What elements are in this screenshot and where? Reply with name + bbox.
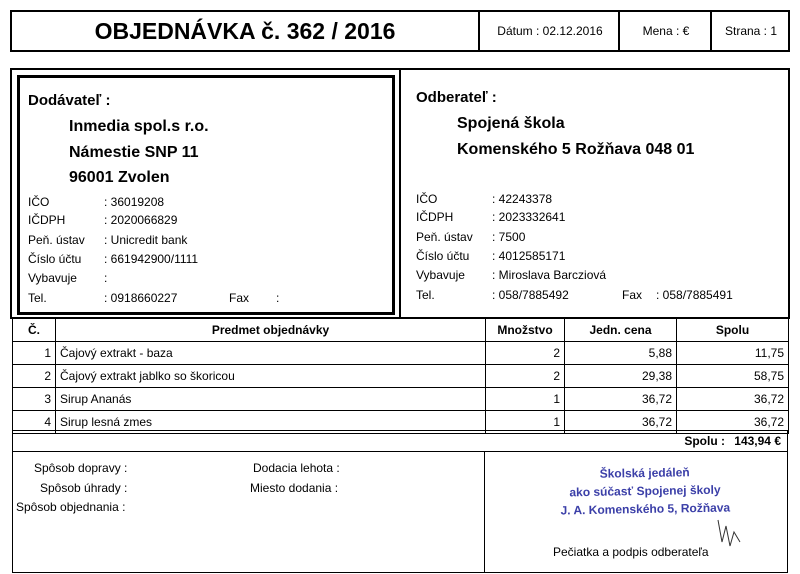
total-row — [12, 430, 788, 452]
delivery-deadline-label: Dodacia lehota : — [253, 461, 340, 475]
row-item: Sirup lesná zmes — [56, 411, 486, 434]
row-total: 58,75 — [677, 365, 789, 388]
col-header-item: Predmet objednávky — [56, 319, 486, 342]
supplier-box — [17, 75, 395, 315]
row-item: Čajový extrakt - baza — [56, 342, 486, 365]
row-unit-price: 36,72 — [565, 388, 677, 411]
order-page: Strana : 1 — [710, 12, 790, 50]
table-row — [13, 388, 789, 411]
supplier-account-value: : 661942900/1111 — [104, 252, 199, 266]
supplier-street: Námestie SNP 11 — [69, 144, 199, 161]
signature-label: Pečiatka a podpis odberateľa — [553, 545, 709, 559]
items-table — [12, 318, 789, 434]
customer-address: Komenského 5 Rožňava 048 01 — [457, 141, 695, 158]
total-label: Spolu : — [684, 434, 725, 448]
supplier-bank-value: : Unicredit bank — [104, 233, 188, 247]
supplier-fax-value: : — [276, 291, 280, 305]
delivery-place-label: Miesto dodania : — [250, 481, 339, 495]
transport-label: Spôsob dopravy : — [34, 461, 128, 475]
customer-tel-label: Tel. — [416, 288, 435, 302]
customer-name: Spojená škola — [457, 115, 565, 132]
row-total: 36,72 — [677, 388, 789, 411]
customer-heading: Odberateľ : — [416, 89, 497, 106]
row-qty: 2 — [486, 342, 565, 365]
signature-mark — [712, 512, 746, 552]
customer-icdph-label: IČDPH — [416, 210, 454, 224]
col-header-total: Spolu — [677, 319, 789, 342]
order-title: OBJEDNÁVKA č. 362 / 2016 — [94, 17, 396, 44]
ordering-label: Spôsob objednania : — [16, 500, 126, 514]
supplier-contact-value: : — [104, 271, 108, 285]
supplier-icdph-label: IČDPH — [28, 213, 66, 227]
customer-account-value: : 4012585171 — [492, 249, 566, 263]
row-total: 11,75 — [677, 342, 789, 365]
row-no: 4 — [13, 411, 56, 434]
supplier-name: Inmedia spol.s r.o. — [69, 118, 209, 135]
row-qty: 2 — [486, 365, 565, 388]
customer-ico-value: : 42243378 — [492, 192, 553, 206]
parties-divider — [399, 68, 401, 319]
customer-tel-value: : 058/7885492 — [492, 288, 569, 302]
customer-fax-value: : 058/7885491 — [656, 288, 733, 302]
customer-bank-value: : 7500 — [492, 230, 526, 244]
customer-contact-label: Vybavuje — [416, 268, 465, 282]
col-header-unit-price: Jedn. cena — [565, 319, 677, 342]
supplier-tel-label: Tel. — [28, 291, 47, 305]
row-item: Sirup Ananás — [56, 388, 486, 411]
supplier-tel-value: : 0918660227 — [104, 291, 178, 305]
table-header-row — [13, 319, 789, 342]
order-date: Dátum : 02.12.2016 — [478, 12, 620, 50]
row-qty: 1 — [486, 388, 565, 411]
stamp-line-3: J. A. Komenského 5, Rožňava — [560, 500, 731, 518]
supplier-account-label: Číslo účtu — [28, 252, 82, 266]
customer-contact-value: : Miroslava Barcziová — [492, 268, 607, 282]
row-total: 36,72 — [677, 411, 789, 434]
row-no: 3 — [13, 388, 56, 411]
customer-account-label: Číslo účtu — [416, 249, 470, 263]
col-header-no: Č. — [13, 319, 56, 342]
stamp-line-1: Školská jedáleň — [599, 465, 690, 481]
supplier-city: 96001 Zvolen — [69, 169, 170, 186]
customer-fax-label: Fax — [622, 288, 643, 302]
supplier-ico-value: : 36019208 — [104, 195, 165, 209]
customer-bank-label: Peň. ústav — [416, 230, 473, 244]
row-unit-price: 5,88 — [565, 342, 677, 365]
order-currency: Mena : € — [618, 12, 712, 50]
order-header — [10, 10, 790, 52]
row-no: 2 — [13, 365, 56, 388]
supplier-fax-label: Fax — [229, 291, 250, 305]
supplier-contact-label: Vybavuje — [28, 271, 77, 285]
supplier-ico-label: IČO — [28, 195, 50, 209]
payment-label: Spôsob úhrady : — [40, 481, 128, 495]
row-unit-price: 36,72 — [565, 411, 677, 434]
row-unit-price: 29,38 — [565, 365, 677, 388]
table-row — [13, 365, 789, 388]
supplier-icdph-value: : 2020066829 — [104, 213, 178, 227]
total-value: 143,94 € — [734, 434, 781, 448]
row-item: Čajový extrakt jablko so škoricou — [56, 365, 486, 388]
supplier-heading: Dodávateľ : — [28, 92, 111, 109]
row-qty: 1 — [486, 411, 565, 434]
customer-icdph-value: : 2023332641 — [492, 210, 566, 224]
customer-stamp — [520, 464, 771, 518]
table-row — [13, 342, 789, 365]
row-no: 1 — [13, 342, 56, 365]
footer-divider — [484, 451, 485, 573]
col-header-qty: Množstvo — [486, 319, 565, 342]
customer-ico-label: IČO — [416, 192, 438, 206]
stamp-line-2: ako súčasť Spojenej školy — [569, 482, 721, 500]
supplier-bank-label: Peň. ústav — [28, 233, 85, 247]
